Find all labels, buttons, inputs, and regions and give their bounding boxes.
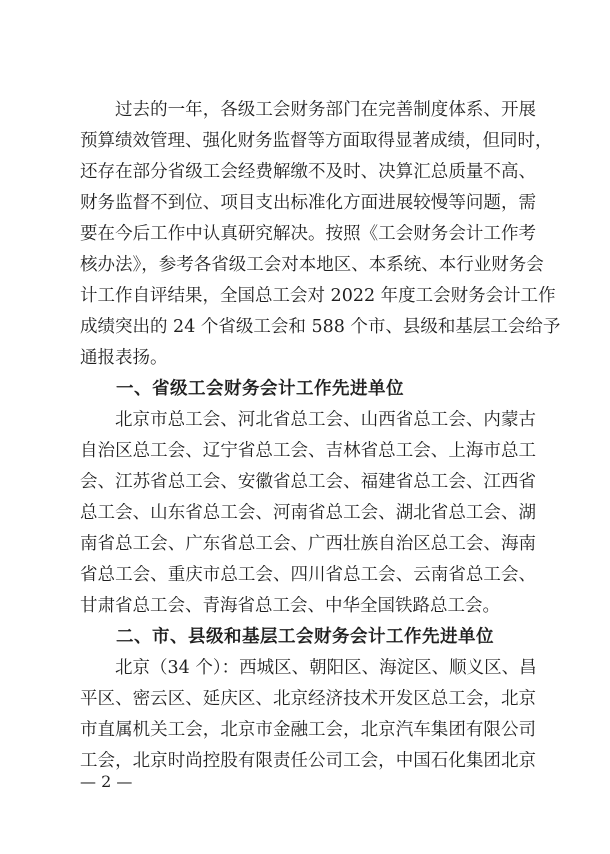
section1-line: 自治区总工会、辽宁省总工会、吉林省总工会、上海市总工 <box>80 441 536 461</box>
intro-line: 计工作自评结果，全国总工会对 2022 年度工会财务会计工作 <box>80 286 556 306</box>
section1-line: 南省总工会、广东省总工会、广西壮族自治区总工会、海南 <box>80 534 536 554</box>
intro-line: 成绩突出的 24 个省级工会和 588 个市、县级和基层工会给予 <box>80 317 561 337</box>
section1-line: 总工会、山东省总工会、河南省总工会、湖北省总工会、湖 <box>80 503 536 523</box>
intro-line: 预算绩效管理、强化财务监督等方面取得显著成绩，但同时， <box>80 131 553 151</box>
section1-line: 北京市总工会、河北省总工会、山西省总工会、内蒙古 <box>115 410 536 430</box>
intro-line: 还存在部分省级工会经费解缴不及时、决算汇总质量不高、 <box>80 162 536 182</box>
section1-line: 甘肃省总工会、青海省总工会、中华全国铁路总工会。 <box>80 596 500 616</box>
intro-line: 财务监督不到位、项目支出标准化方面进展较慢等问题，需 <box>80 193 536 213</box>
intro-line: 核办法》，参考各省级工会对本地区、本系统、本行业财务会 <box>80 255 544 275</box>
section1-heading: 一、省级工会财务会计工作先进单位 <box>116 379 404 399</box>
section1-line: 会、江苏省总工会、安徽省总工会、福建省总工会、江西省 <box>80 472 536 492</box>
intro-line: 过去的一年，各级工会财务部门在完善制度体系、开展 <box>115 100 536 120</box>
intro-line: 通报表扬。 <box>80 348 168 368</box>
section2-line: 市直属机关工会，北京市金融工会，北京汽车集团有限公司 <box>80 720 536 740</box>
intro-line: 要在今后工作中认真研究解决。按照《工会财务会计工作考 <box>80 224 536 244</box>
section2-line: 工会，北京时尚控股有限责任公司工会，中国石化集团北京 <box>80 751 536 771</box>
section2-heading: 二、市、县级和基层工会财务会计工作先进单位 <box>116 627 494 647</box>
section2-line: 北京（34 个）：西城区、朝阳区、海淀区、顺义区、昌 <box>115 658 537 678</box>
section2-line: 平区、密云区、延庆区、北京经济技术开发区总工会，北京 <box>80 689 536 709</box>
section1-line: 省总工会、重庆市总工会、四川省总工会、云南省总工会、 <box>80 565 536 585</box>
page-number: — 2 — <box>80 772 133 791</box>
